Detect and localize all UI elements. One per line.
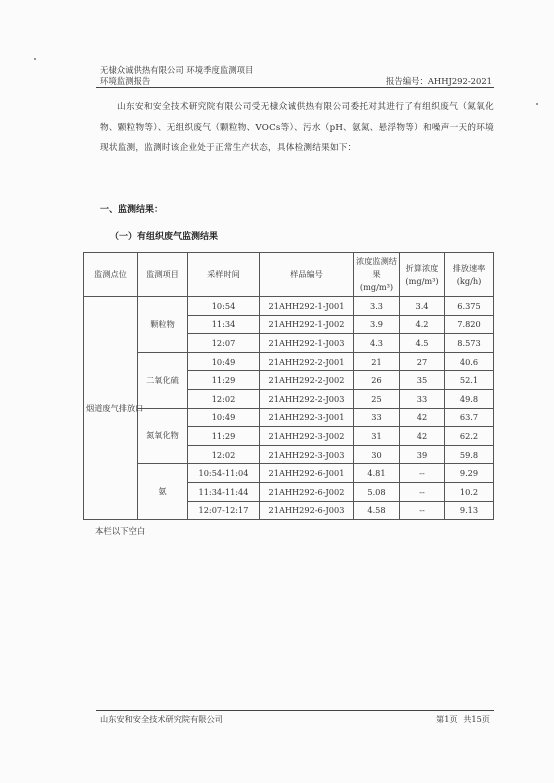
cell-sampling-time: 10:54 <box>188 297 260 316</box>
footer-divider <box>96 710 494 711</box>
cell-monitoring-item: 氨 <box>138 464 188 520</box>
cell-sample-number: 21AHH292-3-J003 <box>260 445 354 464</box>
cell-sample-number: 21AHH292-1-J003 <box>260 334 354 353</box>
cell-sample-number: 21AHH292-2-J001 <box>260 352 354 371</box>
cell-monitoring-point: 烟道废气排放口 <box>84 297 138 520</box>
cell-sampling-time: 11:29 <box>188 371 260 390</box>
cell-emission-rate: 6.375 <box>445 297 494 316</box>
cell-emission-rate: 52.1 <box>445 371 494 390</box>
cell-converted-concentration: -- <box>400 464 445 483</box>
cell-converted-concentration: 42 <box>400 408 445 427</box>
cell-sample-number: 21AHH292-1-J002 <box>260 315 354 334</box>
header-report-type: 环境监测报告 <box>100 76 151 86</box>
scan-speck <box>536 103 538 105</box>
table-row <box>84 352 494 371</box>
cell-emission-rate: 7.820 <box>445 315 494 334</box>
cell-concentration: 4.81 <box>354 464 400 483</box>
cell-concentration: 25 <box>354 389 400 408</box>
header-converted-concentration: 折算浓度(mg/m³) <box>400 253 445 297</box>
cell-sampling-time: 12:02 <box>188 445 260 464</box>
cell-converted-concentration: -- <box>400 501 445 520</box>
cell-sample-number: 21AHH292-2-J003 <box>260 389 354 408</box>
cell-concentration: 33 <box>354 408 400 427</box>
cell-sampling-time: 10:54-11:04 <box>188 464 260 483</box>
cell-sample-number: 21AHH292-6-J001 <box>260 464 354 483</box>
table-row <box>84 297 494 316</box>
table-row <box>84 464 494 483</box>
cell-converted-concentration: 4.5 <box>400 334 445 353</box>
cell-converted-concentration: 27 <box>400 352 445 371</box>
cell-concentration: 30 <box>354 445 400 464</box>
cell-emission-rate: 49.8 <box>445 389 494 408</box>
cell-monitoring-item: 颗粒物 <box>138 297 188 353</box>
cell-emission-rate: 10.2 <box>445 482 494 501</box>
table-header-row <box>84 253 494 297</box>
cell-emission-rate: 9.29 <box>445 464 494 483</box>
subsection-heading-organized-exhaust: （一）有组织废气监测结果 <box>110 232 219 242</box>
cell-sampling-time: 11:34-11:44 <box>188 482 260 501</box>
cell-sample-number: 21AHH292-1-J001 <box>260 297 354 316</box>
footer-pagination <box>433 714 490 725</box>
cell-emission-rate: 59.8 <box>445 445 494 464</box>
cell-emission-rate: 9.13 <box>445 501 494 520</box>
cell-converted-concentration: 3.4 <box>400 297 445 316</box>
cell-monitoring-item: 二氧化硫 <box>138 352 188 408</box>
header-concentration: 浓度监测结果(mg/m³) <box>354 253 400 297</box>
cell-concentration: 3.9 <box>354 315 400 334</box>
cell-sampling-time: 10:49 <box>188 352 260 371</box>
cell-concentration: 3.3 <box>354 297 400 316</box>
cell-sample-number: 21AHH292-6-J002 <box>260 482 354 501</box>
cell-sampling-time: 12:07-12:17 <box>188 501 260 520</box>
cell-converted-concentration: 42 <box>400 427 445 446</box>
cell-concentration: 31 <box>354 427 400 446</box>
section-heading-results: 一、监测结果： <box>100 205 164 215</box>
header-emission-rate: 排放速率(kg/h) <box>445 253 494 297</box>
cell-concentration: 21 <box>354 352 400 371</box>
cell-sampling-time: 12:07 <box>188 334 260 353</box>
header-sample-number: 样品编号 <box>260 253 354 297</box>
cell-sample-number: 21AHH292-3-J001 <box>260 408 354 427</box>
cell-concentration: 4.3 <box>354 334 400 353</box>
scan-speck <box>34 58 36 60</box>
cell-emission-rate: 40.6 <box>445 352 494 371</box>
footer-page-number: 第1页 <box>436 714 458 724</box>
footer-organization: 山东安和安全技术研究院有限公司 <box>100 714 223 724</box>
table-row <box>84 408 494 427</box>
footer-total-pages: 共15页 <box>463 714 490 724</box>
cell-monitoring-item: 氮氧化物 <box>138 408 188 464</box>
cell-sampling-time: 12:02 <box>188 389 260 408</box>
header-divider <box>96 87 494 88</box>
cell-converted-concentration: 39 <box>400 445 445 464</box>
cell-concentration: 4.58 <box>354 501 400 520</box>
cell-converted-concentration: 4.2 <box>400 315 445 334</box>
header-sampling-time: 采样时间 <box>188 253 260 297</box>
cell-sampling-time: 11:34 <box>188 315 260 334</box>
cell-sampling-time: 10:49 <box>188 408 260 427</box>
cell-emission-rate: 8.573 <box>445 334 494 353</box>
blank-below-note: 本栏以下空白 <box>95 526 146 536</box>
cell-sample-number: 21AHH292-2-J002 <box>260 371 354 390</box>
cell-concentration: 26 <box>354 371 400 390</box>
header-monitoring-item: 监测项目 <box>138 253 188 297</box>
intro-paragraph: 山东安和安全技术研究院有限公司受无棣众诚供热有限公司委托对其进行了有组织废气（氮氧化物、颗粒物等）、无组织废气（颗粒物、VOCs等）、污水（pH、氨氮、悬浮物等）和噪声一天的环境现状监测，监测时该企业处于正常生产状态，具体检测结果如下： <box>100 102 494 153</box>
cell-emission-rate: 63.7 <box>445 408 494 427</box>
cell-converted-concentration: 33 <box>400 389 445 408</box>
cell-emission-rate: 62.2 <box>445 427 494 446</box>
monitoring-results-table <box>83 252 494 520</box>
cell-converted-concentration: 35 <box>400 371 445 390</box>
cell-sample-number: 21AHH292-6-J003 <box>260 501 354 520</box>
header-project-title: 无棣众诚供热有限公司 环境季度监测项目 <box>100 65 254 75</box>
cell-concentration: 5.08 <box>354 482 400 501</box>
header-report-number: 报告编号：AHHJ292-2021 <box>385 76 492 86</box>
cell-sample-number: 21AHH292-3-J002 <box>260 427 354 446</box>
cell-converted-concentration: -- <box>400 482 445 501</box>
cell-sampling-time: 11:29 <box>188 427 260 446</box>
header-monitoring-point: 监测点位 <box>84 253 138 297</box>
